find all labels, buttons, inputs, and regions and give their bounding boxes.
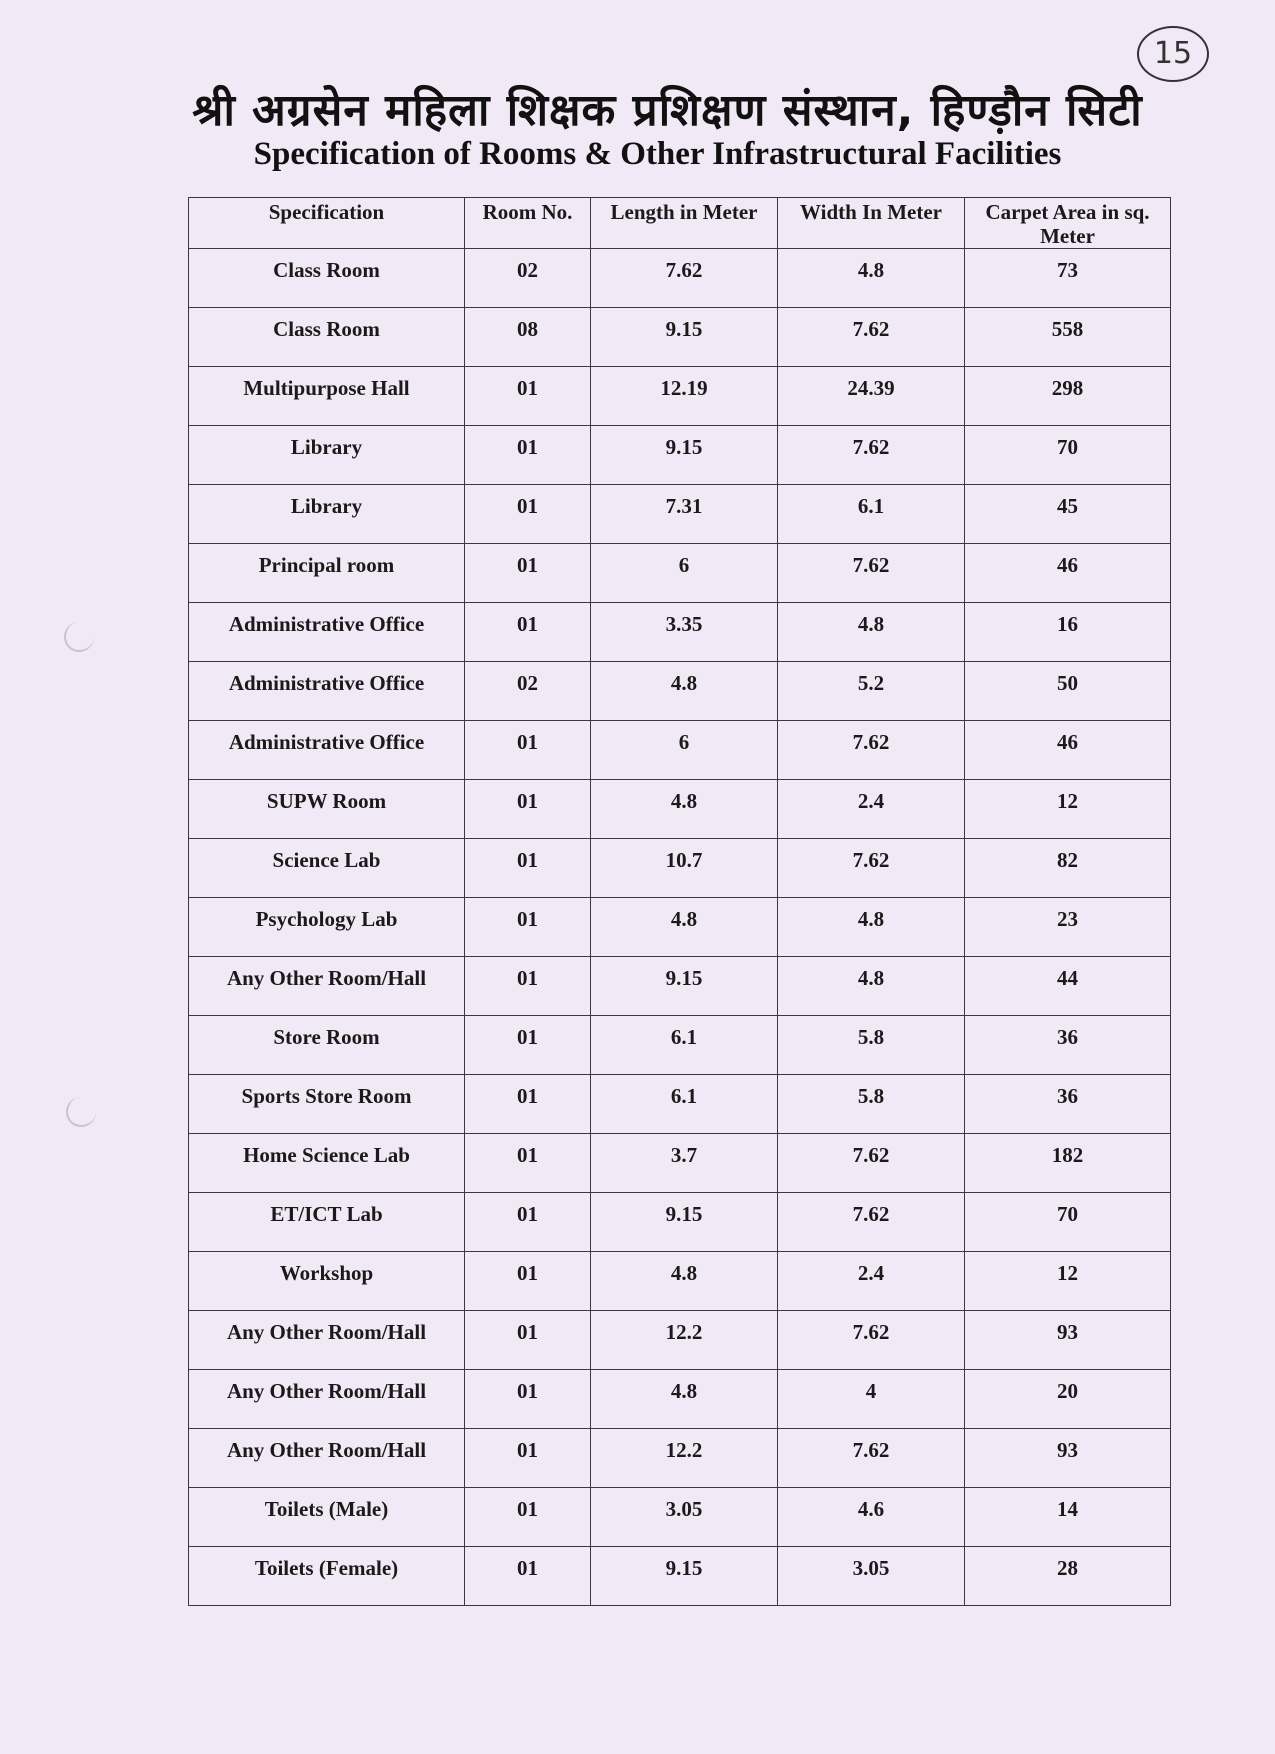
cell-carpet-area: 20 [965, 1370, 1171, 1429]
cell-length: 12.2 [591, 1429, 778, 1488]
cell-length: 9.15 [591, 1547, 778, 1606]
cell-width: 5.8 [778, 1075, 965, 1134]
cell-carpet-area: 46 [965, 544, 1171, 603]
cell-room-no: 02 [465, 249, 591, 308]
cell-room-no: 02 [465, 662, 591, 721]
table-row [189, 1016, 1171, 1075]
cell-length: 9.15 [591, 426, 778, 485]
cell-width: 4.8 [778, 249, 965, 308]
cell-specification: Any Other Room/Hall [189, 957, 465, 1016]
table-row [189, 662, 1171, 721]
cell-width: 7.62 [778, 839, 965, 898]
cell-room-no: 01 [465, 957, 591, 1016]
table-row [189, 1429, 1171, 1488]
cell-width: 5.2 [778, 662, 965, 721]
cell-width: 2.4 [778, 1252, 965, 1311]
cell-carpet-area: 70 [965, 426, 1171, 485]
cell-specification: Principal room [189, 544, 465, 603]
punch-hole-bottom [66, 1097, 96, 1127]
cell-width: 7.62 [778, 308, 965, 367]
cell-width: 6.1 [778, 485, 965, 544]
table-row [189, 957, 1171, 1016]
cell-length: 4.8 [591, 1370, 778, 1429]
cell-length: 12.19 [591, 367, 778, 426]
cell-length: 6.1 [591, 1075, 778, 1134]
cell-room-no: 01 [465, 839, 591, 898]
cell-room-no: 01 [465, 1547, 591, 1606]
cell-width: 4 [778, 1370, 965, 1429]
cell-room-no: 01 [465, 1016, 591, 1075]
cell-length: 6 [591, 721, 778, 780]
page-number: 15 [1137, 26, 1209, 82]
cell-room-no: 01 [465, 1370, 591, 1429]
cell-width: 4.8 [778, 957, 965, 1016]
punch-hole-top [64, 622, 94, 652]
cell-specification: Workshop [189, 1252, 465, 1311]
cell-specification: Store Room [189, 1016, 465, 1075]
cell-specification: Toilets (Female) [189, 1547, 465, 1606]
cell-room-no: 01 [465, 544, 591, 603]
cell-carpet-area: 36 [965, 1016, 1171, 1075]
cell-carpet-area: 14 [965, 1488, 1171, 1547]
cell-length: 3.35 [591, 603, 778, 662]
table-row [189, 1547, 1171, 1606]
table-row [189, 839, 1171, 898]
table-row [189, 1370, 1171, 1429]
cell-specification: Multipurpose Hall [189, 367, 465, 426]
table-row [189, 898, 1171, 957]
cell-length: 10.7 [591, 839, 778, 898]
cell-width: 24.39 [778, 367, 965, 426]
cell-room-no: 01 [465, 721, 591, 780]
cell-carpet-area: 12 [965, 780, 1171, 839]
cell-specification: Class Room [189, 249, 465, 308]
table-row [189, 249, 1171, 308]
cell-length: 9.15 [591, 308, 778, 367]
table-row [189, 1488, 1171, 1547]
cell-specification: ET/ICT Lab [189, 1193, 465, 1252]
cell-room-no: 01 [465, 1075, 591, 1134]
table-row [189, 721, 1171, 780]
cell-width: 7.62 [778, 426, 965, 485]
cell-room-no: 01 [465, 485, 591, 544]
cell-width: 2.4 [778, 780, 965, 839]
cell-width: 7.62 [778, 1134, 965, 1193]
table-body [189, 249, 1171, 1606]
cell-carpet-area: 73 [965, 249, 1171, 308]
cell-width: 7.62 [778, 1429, 965, 1488]
cell-room-no: 01 [465, 603, 591, 662]
cell-specification: Psychology Lab [189, 898, 465, 957]
cell-specification: Sports Store Room [189, 1075, 465, 1134]
document-title: Specification of Rooms & Other Infrastructural Facilities [253, 136, 1062, 172]
table-row [189, 1252, 1171, 1311]
cell-room-no: 01 [465, 1193, 591, 1252]
cell-width: 7.62 [778, 721, 965, 780]
table-row [189, 1311, 1171, 1370]
cell-room-no: 01 [465, 1134, 591, 1193]
cell-room-no: 01 [465, 1252, 591, 1311]
header-length: Length in Meter [591, 198, 778, 249]
cell-specification: Any Other Room/Hall [189, 1311, 465, 1370]
table-row [189, 1134, 1171, 1193]
cell-length: 4.8 [591, 662, 778, 721]
cell-carpet-area: 36 [965, 1075, 1171, 1134]
header-specification: Specification [189, 198, 465, 249]
cell-specification: Library [189, 426, 465, 485]
cell-carpet-area: 70 [965, 1193, 1171, 1252]
cell-carpet-area: 93 [965, 1311, 1171, 1370]
cell-specification: Any Other Room/Hall [189, 1429, 465, 1488]
cell-carpet-area: 28 [965, 1547, 1171, 1606]
cell-width: 3.05 [778, 1547, 965, 1606]
table-header-row [189, 198, 1171, 249]
cell-specification: Administrative Office [189, 603, 465, 662]
cell-specification: Any Other Room/Hall [189, 1370, 465, 1429]
cell-carpet-area: 45 [965, 485, 1171, 544]
cell-specification: Library [189, 485, 465, 544]
institution-title-hindi: श्री अग्रसेन महिला शिक्षक प्रशिक्षण संस्थान, हिण्ड़ौन सिटी [192, 85, 1143, 136]
room-specification-table [188, 197, 1171, 1606]
cell-specification: Science Lab [189, 839, 465, 898]
cell-room-no: 01 [465, 1429, 591, 1488]
table-row [189, 780, 1171, 839]
cell-length: 4.8 [591, 1252, 778, 1311]
cell-specification: Class Room [189, 308, 465, 367]
table-row [189, 426, 1171, 485]
cell-length: 7.62 [591, 249, 778, 308]
cell-width: 7.62 [778, 544, 965, 603]
cell-room-no: 01 [465, 426, 591, 485]
cell-specification: Toilets (Male) [189, 1488, 465, 1547]
cell-carpet-area: 182 [965, 1134, 1171, 1193]
table-row [189, 544, 1171, 603]
cell-length: 7.31 [591, 485, 778, 544]
cell-specification: Home Science Lab [189, 1134, 465, 1193]
cell-specification: Administrative Office [189, 662, 465, 721]
cell-room-no: 08 [465, 308, 591, 367]
cell-room-no: 01 [465, 898, 591, 957]
cell-length: 3.05 [591, 1488, 778, 1547]
cell-length: 3.7 [591, 1134, 778, 1193]
cell-length: 9.15 [591, 957, 778, 1016]
cell-carpet-area: 16 [965, 603, 1171, 662]
cell-carpet-area: 44 [965, 957, 1171, 1016]
cell-width: 4.8 [778, 898, 965, 957]
header-room-no: Room No. [465, 198, 591, 249]
cell-width: 7.62 [778, 1311, 965, 1370]
cell-carpet-area: 558 [965, 308, 1171, 367]
cell-specification: SUPW Room [189, 780, 465, 839]
table-row [189, 308, 1171, 367]
cell-length: 9.15 [591, 1193, 778, 1252]
table-row [189, 603, 1171, 662]
cell-carpet-area: 46 [965, 721, 1171, 780]
table-row [189, 367, 1171, 426]
cell-carpet-area: 12 [965, 1252, 1171, 1311]
table-row [189, 485, 1171, 544]
cell-specification: Administrative Office [189, 721, 465, 780]
cell-carpet-area: 23 [965, 898, 1171, 957]
cell-length: 6 [591, 544, 778, 603]
cell-carpet-area: 298 [965, 367, 1171, 426]
cell-width: 4.6 [778, 1488, 965, 1547]
cell-carpet-area: 50 [965, 662, 1171, 721]
cell-room-no: 01 [465, 367, 591, 426]
header-carpet-area: Carpet Area in sq. Meter [965, 198, 1171, 249]
cell-carpet-area: 93 [965, 1429, 1171, 1488]
cell-width: 4.8 [778, 603, 965, 662]
cell-length: 12.2 [591, 1311, 778, 1370]
table-row [189, 1193, 1171, 1252]
header-width: Width In Meter [778, 198, 965, 249]
cell-length: 4.8 [591, 780, 778, 839]
cell-room-no: 01 [465, 780, 591, 839]
cell-carpet-area: 82 [965, 839, 1171, 898]
cell-width: 7.62 [778, 1193, 965, 1252]
cell-room-no: 01 [465, 1311, 591, 1370]
cell-length: 6.1 [591, 1016, 778, 1075]
cell-room-no: 01 [465, 1488, 591, 1547]
table-row [189, 1075, 1171, 1134]
cell-width: 5.8 [778, 1016, 965, 1075]
cell-length: 4.8 [591, 898, 778, 957]
